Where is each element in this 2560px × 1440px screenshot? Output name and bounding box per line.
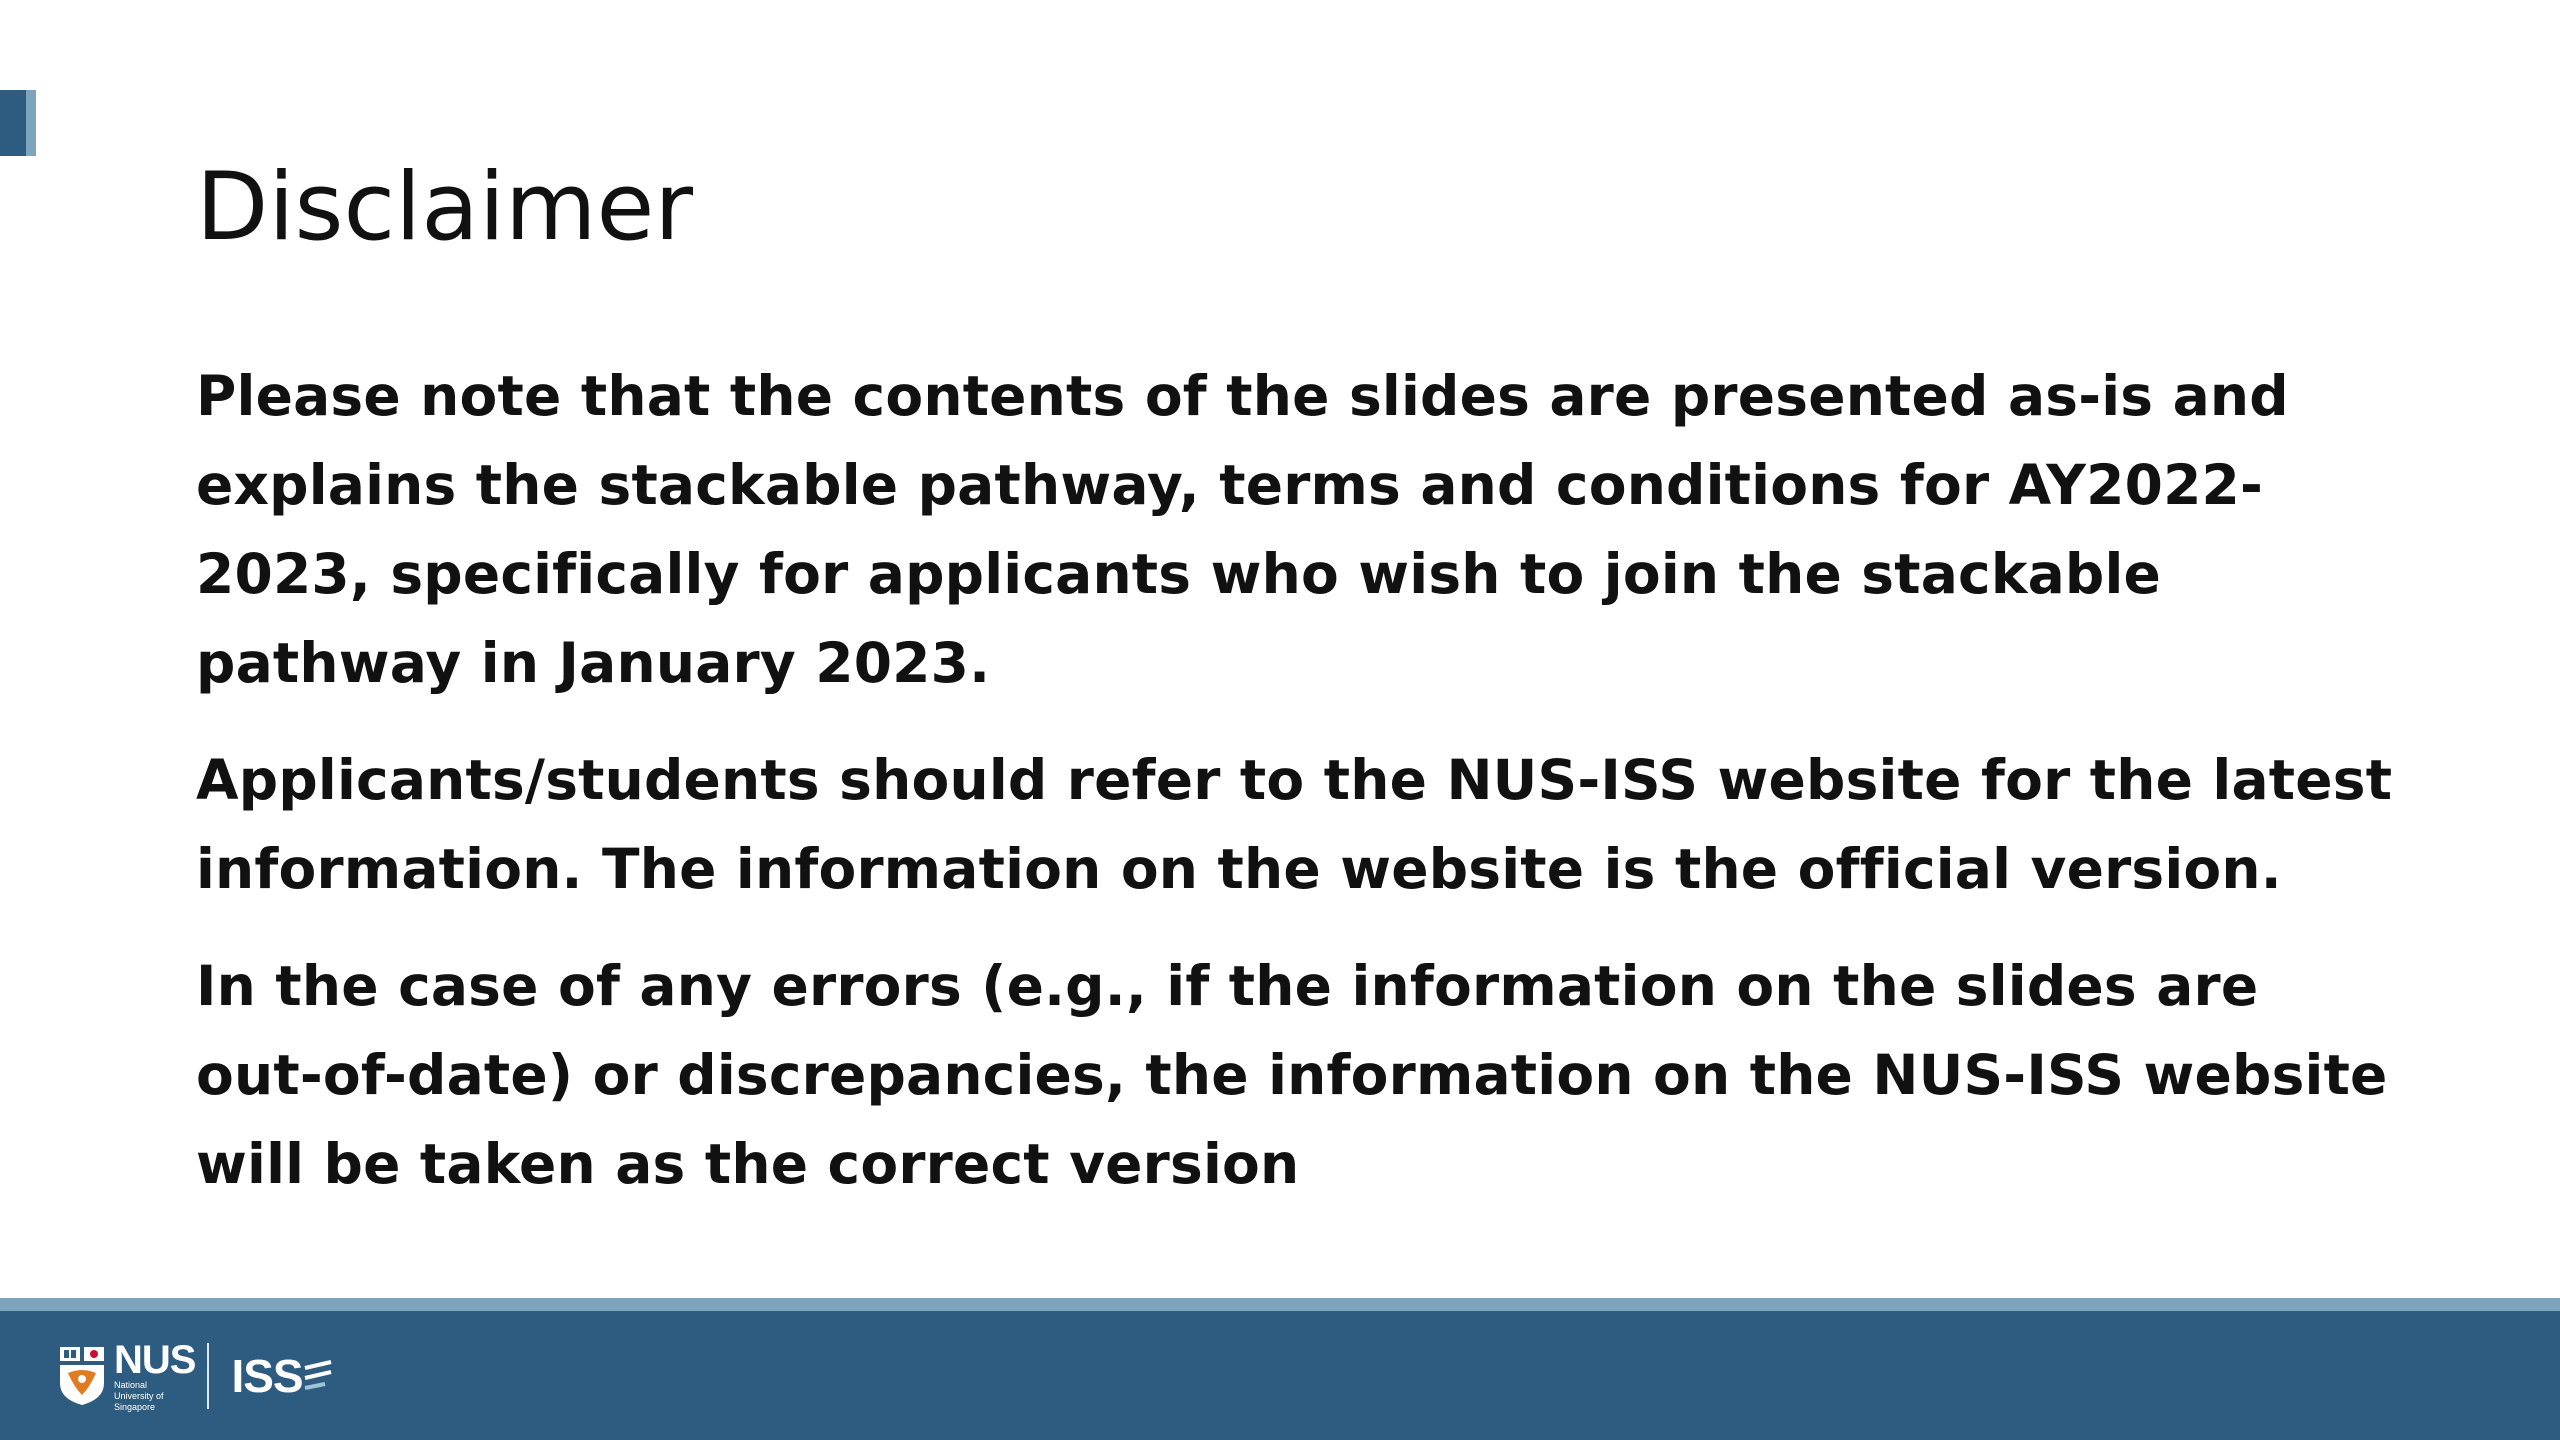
disclaimer-paragraph-2: Applicants/students should refer to the NUS-ISS website for the latest information. The information on the website is the official version. xyxy=(196,748,2393,901)
footer-bar xyxy=(0,1311,2560,1440)
iss-logo xyxy=(231,1350,332,1402)
nus-crest-icon xyxy=(58,1345,106,1407)
corner-accent-stripe xyxy=(26,90,36,156)
corner-accent xyxy=(0,90,26,156)
disclaimer-paragraph-1: Please note that the contents of the slides are presented as-is and explains the stackable pathway, terms and conditions for AY2022-2023, specifically for applicants who wish to join the stackable pathway in January 2023. xyxy=(196,364,2289,695)
logo-divider xyxy=(207,1343,209,1409)
nus-logo-subtext: National University of Singapore xyxy=(114,1379,164,1412)
nus-logo-text: NUS xyxy=(114,1337,196,1382)
footer-logos xyxy=(58,1337,333,1412)
iss-swoosh-icon xyxy=(303,1358,333,1394)
iss-logo-text: ISS xyxy=(231,1350,303,1402)
slide-body xyxy=(196,352,2396,1237)
nus-logo xyxy=(114,1337,196,1413)
footer-stripe xyxy=(0,1298,2560,1311)
slide-title: Disclaimer xyxy=(196,153,694,262)
disclaimer-paragraph-3: In the case of any errors (e.g., if the information on the slides are out-of-date) or discrepancies, the information on the NUS-ISS website will be taken as the correct version xyxy=(196,954,2388,1196)
